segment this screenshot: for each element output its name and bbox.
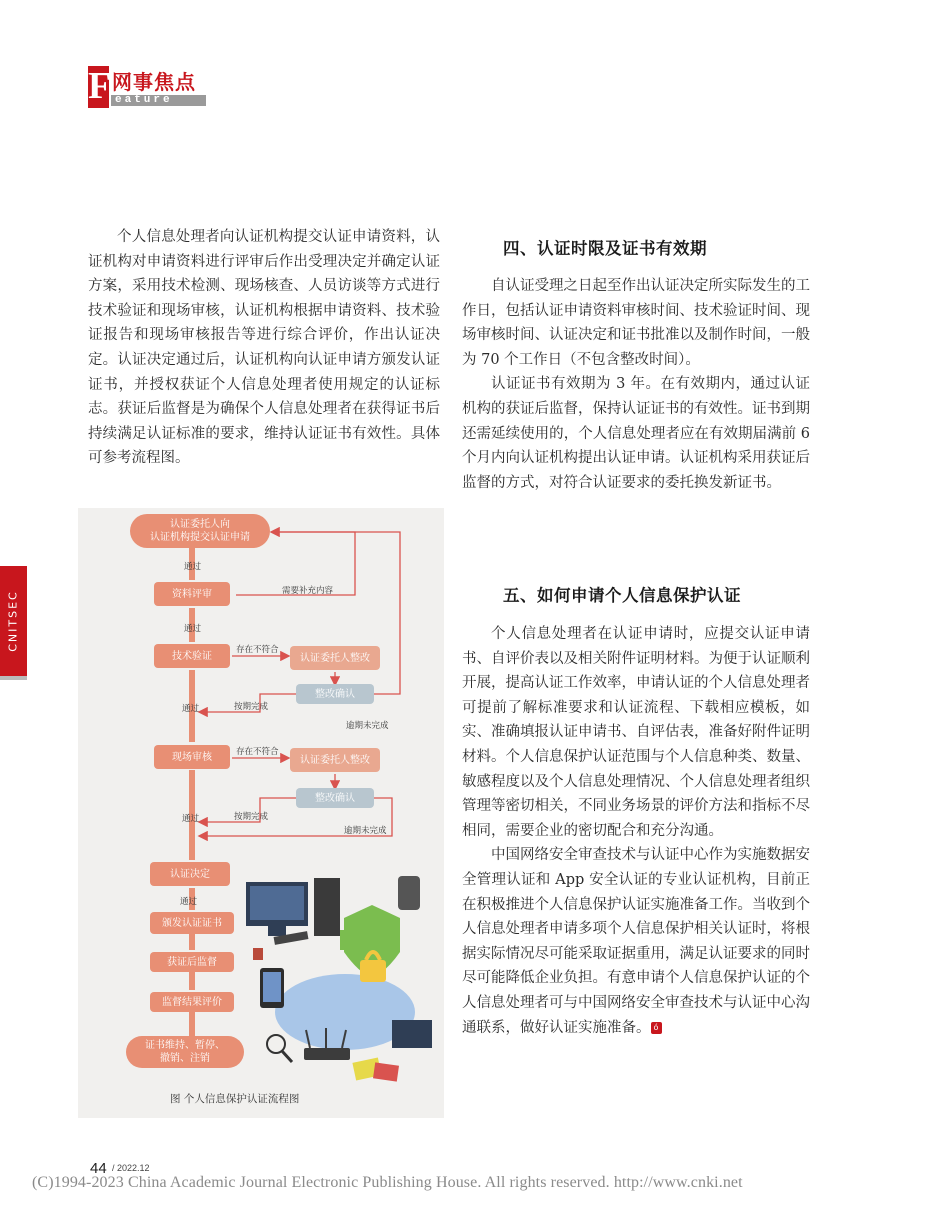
flow-node-maintain: 证书维持、暂停、 撤销、注销 [126,1036,244,1068]
logo-letter: F [88,65,112,107]
security-illustration [246,876,432,1082]
flow-node-decision: 认证决定 [150,862,230,886]
section-5-body [462,622,810,1040]
flow-node-rectify-2: 认证委托人整改 [290,748,380,772]
article-end-icon: ó [651,1022,662,1034]
flow-node-evaluate: 监督结果评价 [150,992,234,1012]
flow-label-pass: 通过 [182,814,200,824]
flow-node-supervise: 获证后监督 [150,952,234,972]
flow-node-submit: 认证委托人向 认证机构提交认证申请 [130,514,270,548]
flow-label-overdue: 逾期未完成 [344,826,387,836]
flowchart-caption: 图 个人信息保护认证流程图 [170,1093,300,1105]
flow-label-pass: 通过 [182,704,200,714]
flow-node-confirm-1: 整改确认 [296,684,374,704]
flow-label-noncompliant: 存在不符合 [236,645,279,655]
flow-node-review: 资料评审 [154,582,230,606]
section-4-heading: 四、认证时限及证书有效期 [503,239,707,258]
section-5-paragraph-2-text: 中国网络安全审查技术与认证中心作为实施数据安全管理认证和 App 安全认证的专业认证机构，目前正在积极推进个人信息保护认证实施准备工作。当收到个人信息处理者申请多项个人信息保护相关认证时，将根据实际情况尽可能采取证据重用，满足认证要求的同时尽可能降低企业负担。有意申请个人信息保护认证的个人信息处理者可与中国网络安全审查技术与认证中心沟通联系，做好认证实施准备。 [462,847,810,1036]
section-4-paragraph-1: 自认证受理之日起至作出认证决定所实际发生的工作日，包括认证申请资料审核时间、技术验证时间、现场审核时间、认证决定和证书批准以及制作时间，一般为 70 个工作日（不包含整改时间）。 [462,278,810,368]
flow-label-pass: 通过 [184,624,202,634]
flow-label-pass: 通过 [184,562,202,572]
side-tab-label: CNITSEC [6,590,20,652]
section-4-body [462,274,810,495]
intro-paragraph: 个人信息处理者向认证机构提交认证申请资料，认证机构对申请资料进行评审后作出受理决定并确定认证方案，采用技术检测、现场核查、人员访谈等方式进行技术验证和现场审核，认证机构根据申请资料、技术验证报告和现场审核报告等进行综合评价，作出认证决定。认证决定通过后，认证机构向认证申请方颁发认证证书，并授权获证个人信息处理者使用规定的认证标志。获证后监督是为确保个人信息处理者在获得证书后持续满足认证标准的要求，维持认证证书有效性。具体可参考流程图。 [88,229,440,467]
section-5-paragraph-2 [462,843,810,1040]
flow-label-overdue: 逾期未完成 [346,721,389,731]
section-4-paragraph-2: 认证证书有效期为 3 年。在有效期内，通过认证机构的获证后监督，保持认证证书的有效性。证书到期还需延续使用的，个人信息处理者应在有效期届满前 6 个月内向认证机构提出认证申请。认证机构采用获证后监督的方式，对符合认证要求的委托换发新证书。 [462,376,810,491]
flow-node-tech-verify: 技术验证 [154,644,230,668]
flow-node-onsite-audit: 现场审核 [154,745,230,769]
issue-date: / 2022.12 [112,1163,150,1173]
page-number: 44 [90,1160,107,1177]
flow-node-issue-cert: 颁发认证证书 [150,912,234,934]
logo-english: eature [115,94,173,106]
section-5-heading: 五、如何申请个人信息保护认证 [503,586,741,605]
flow-label-noncompliant: 存在不符合 [236,747,279,757]
flow-node-rectify-1: 认证委托人整改 [290,646,380,670]
flow-label-done: 按期完成 [234,812,269,822]
copyright-notice: (C)1994-2023 China Academic Journal Electronic Publishing House. All rights reserved. http://www.cnki.net [32,1174,743,1191]
flow-label-need-more: 需要补充内容 [282,586,334,596]
section-5-paragraph-1: 个人信息处理者在认证申请时，应提交认证申请书、自评价表以及相关附件证明材料。为便于认证顺利开展，提高认证工作效率，申请认证的个人信息处理者可提前了解标准要求和认证流程、下载相应模板，如实、准确填报认证申请书、自评估表，准备好附件证明材料。个人信息保护认证范围与个人信息种类、数量、敏感程度以及个人信息处理情况、个人信息处理者组织管理等密切相关，不同业务场景的评价方法和指标不尽相同，需要企业的密切配合和充分沟通。 [462,626,810,839]
flow-node-confirm-2: 整改确认 [296,788,374,808]
flow-label-pass: 通过 [180,897,198,907]
flow-label-done: 按期完成 [234,702,269,712]
section-title: 网事焦点 [112,70,196,94]
